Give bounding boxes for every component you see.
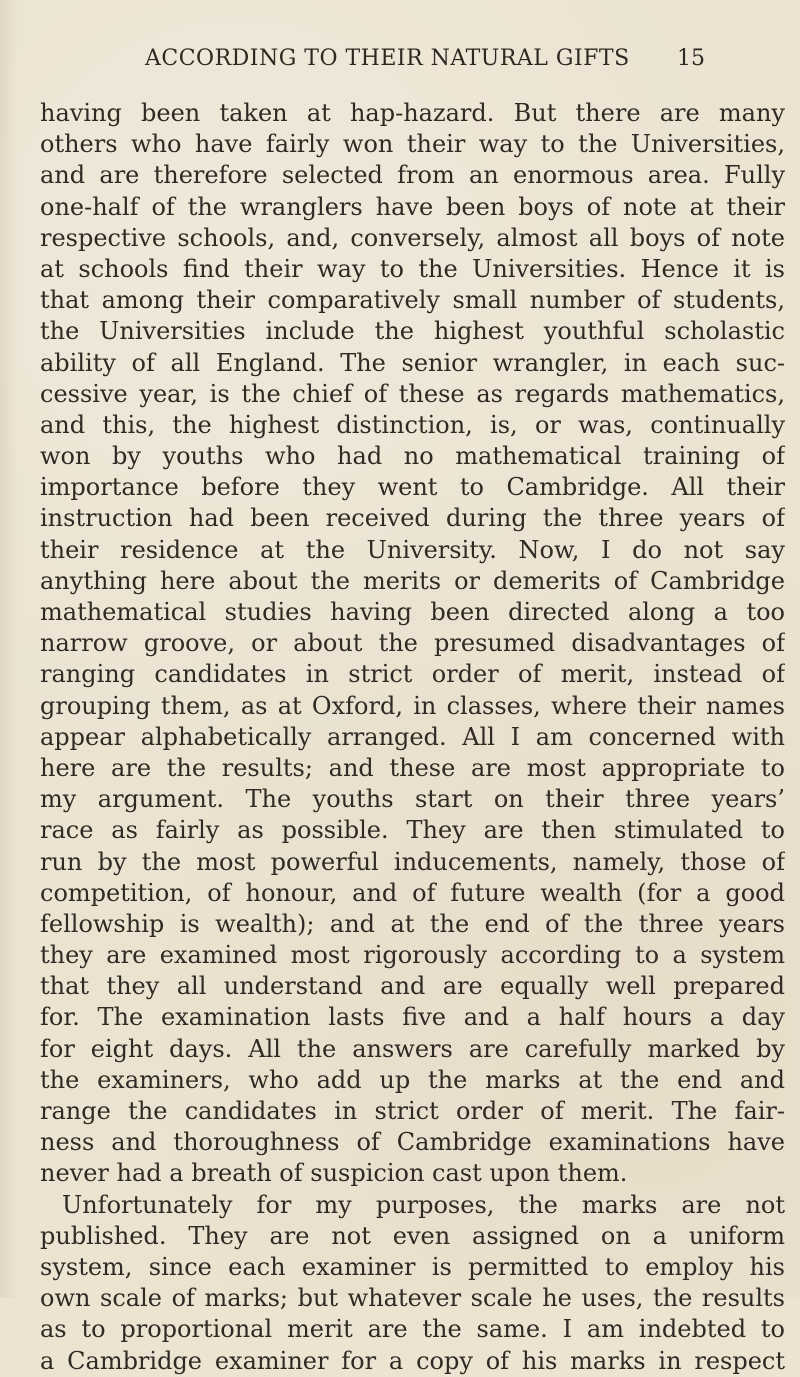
text-line: that among their comparatively small number of students, <box>40 286 785 315</box>
text-line: respective schools, and, conversely, almost all boys of note <box>40 223 785 252</box>
text-line: and this, the highest distinction, is, or was, continually <box>40 410 785 439</box>
text-line: appear alphabetically arranged. All I am concerned with <box>40 722 785 751</box>
text-line: importance before they went to Cambridge. All their <box>40 473 785 502</box>
text-line: cessive year, is the chief of these as regards mathematics, <box>40 379 785 408</box>
running-header <box>145 46 705 82</box>
text-line: they are examined most rigorously according to a system <box>40 941 785 970</box>
text-line: ranging candidates in strict order of merit, instead of <box>40 660 785 689</box>
text-line: won by youths who had no mathematical training of <box>40 442 785 471</box>
text-line: published. They are not even assigned on a uniform <box>40 1221 785 1250</box>
text-line: narrow groove, or about the presumed disadvantages of <box>40 629 785 658</box>
text-line: and are therefore selected from an enormous area. Fully <box>40 161 785 190</box>
text-line: others who have fairly won their way to the Universities, <box>40 130 785 159</box>
text-line: fellowship is wealth); and at the end of the three years <box>40 909 785 938</box>
paragraph-end-line: never had a breath of suspicion cast upon them. <box>40 1159 628 1188</box>
text-line: their residence at the University. Now, I do not say <box>40 535 785 564</box>
text-line: ability of all England. The senior wrangler, in each suc- <box>40 348 785 377</box>
text-line: at schools find their way to the Universities. Hence it is <box>40 254 785 283</box>
running-title: ACCORDING TO THEIR NATURAL GIFTS <box>145 46 630 71</box>
text-line: range the candidates in strict order of merit. The fair- <box>40 1097 785 1125</box>
page-number: 15 <box>677 46 705 71</box>
text-line: one-half of the wranglers have been boys of note at their <box>40 192 785 221</box>
paragraph-start-line: Unfortunately for my purposes, the marks are not <box>62 1190 785 1219</box>
body-text <box>40 98 785 1377</box>
text-line: ness and thoroughness of Cambridge examinations have <box>40 1128 785 1157</box>
text-line: mathematical studies having been directed along a too <box>40 598 785 626</box>
text-line: here are the results; and these are most appropriate to <box>40 753 785 782</box>
text-line: my argument. The youths start on their three years’ <box>40 785 785 814</box>
text-line: race as fairly as possible. They are then stimulated to <box>40 816 785 845</box>
text-line: as to proportional merit are the same. I am indebted to <box>40 1315 785 1344</box>
text-line: the Universities include the highest youthful scholastic <box>40 317 785 346</box>
text-line: for eight days. All the answers are carefully marked by <box>40 1034 785 1063</box>
text-line: system, since each examiner is permitted to employ his <box>40 1252 785 1281</box>
text-line: anything here about the merits or demerits of Cambridge <box>40 566 785 595</box>
text-line: own scale of marks; but whatever scale he uses, the results <box>40 1284 785 1313</box>
text-line: the examiners, who add up the marks at the end and <box>40 1065 785 1094</box>
page-gutter-shadow <box>0 0 18 1298</box>
text-line: a Cambridge examiner for a copy of his marks in respect <box>40 1346 785 1375</box>
text-line: competition, of honour, and of future wealth (for a good <box>40 878 785 907</box>
text-line: run by the most powerful inducements, namely, those of <box>40 847 785 876</box>
text-line: instruction had been received during the three years of <box>40 504 785 533</box>
text-line: grouping them, as at Oxford, in classes, where their names <box>40 691 785 720</box>
text-line: for. The examination lasts five and a half hours a day <box>40 1003 785 1032</box>
text-line: having been taken at hap-hazard. But there are many <box>40 99 785 127</box>
text-line: that they all understand and are equally well prepared <box>40 972 785 1001</box>
